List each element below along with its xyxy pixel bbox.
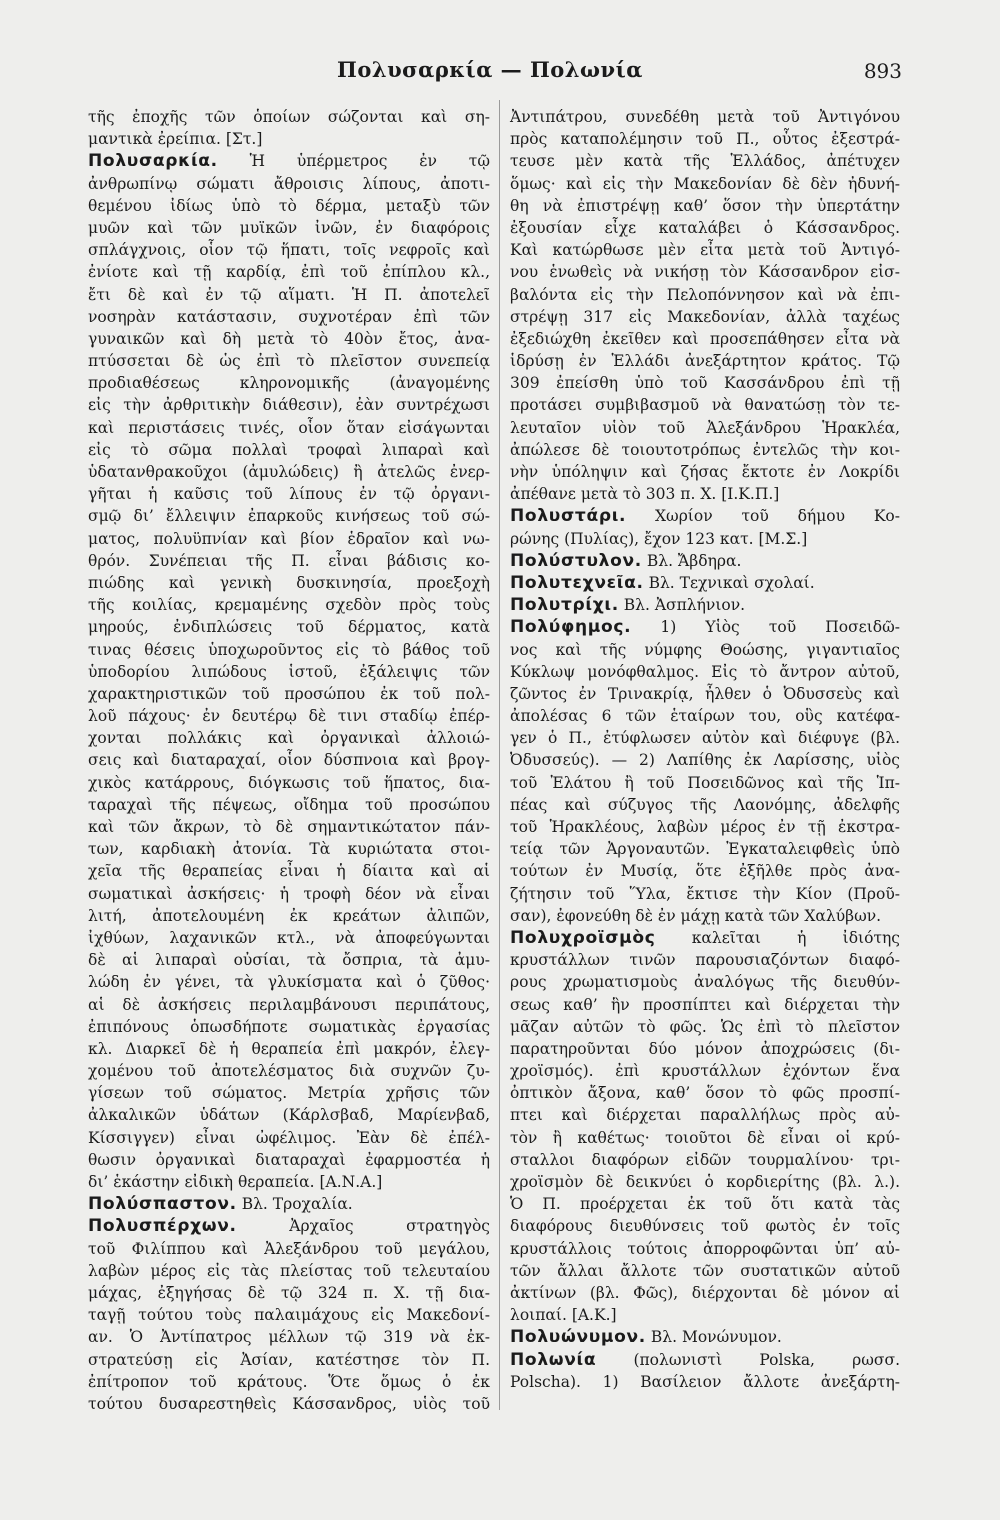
text-line bbox=[88, 1104, 490, 1126]
line-text: θη νὰ ἐπιστρέψῃ καθ’ ὅσον τὴν ὑπερτάτην bbox=[510, 196, 900, 215]
text-line bbox=[510, 927, 900, 949]
text-line bbox=[88, 1038, 490, 1060]
text-line bbox=[510, 306, 900, 328]
line-text: τινας θέσεις ὑποχωροῦντος εἰς τὸ βάθος τοῦ bbox=[88, 640, 490, 659]
line-text: ἀπολέσας 6 τῶν ἑταίρων του, οὓς κατέφα- bbox=[510, 707, 900, 726]
text-line bbox=[88, 1393, 490, 1415]
line-text: εἰς τὸ σῶμα πολλαὶ τροφαὶ λιπαραὶ καὶ bbox=[88, 440, 490, 459]
column-rule bbox=[499, 100, 500, 1410]
text-line bbox=[88, 1193, 490, 1215]
headword: Πολυστάρι. bbox=[510, 506, 627, 527]
line-text: ὀπτικὸν ἄξονα, καθ’ ὅσον τὸ φῶς προσπί- bbox=[510, 1084, 900, 1103]
line-text: πτει καὶ διέρχεται παραλλήλως πρὸς αὐ- bbox=[510, 1106, 900, 1125]
headword: Πολυτρίχι. bbox=[510, 595, 619, 616]
line-text: χονται πολλάκις καὶ ὀργανικαὶ ἀλλοιώ- bbox=[88, 729, 490, 748]
line-text: τῶν ἄλλαι ἄλλοτε τῶν συστατικῶν αὐτοῦ bbox=[510, 1261, 900, 1280]
text-line bbox=[510, 461, 900, 483]
line-text: νοσηρὰν κατάστασιν, συχνοτέραν ἐπὶ τῶν bbox=[88, 307, 490, 326]
line-text: Ἀρχαῖος στρατηγὸς bbox=[289, 1217, 490, 1236]
text-line bbox=[510, 1349, 900, 1371]
line-text: χροϊσμός). ἐπὶ κρυστάλλων ἐχόντων ἕνα bbox=[510, 1062, 900, 1081]
text-line bbox=[88, 683, 490, 705]
line-text: χεῖα τῆς θεραπείας εἶναι ἡ δίαιτα καὶ αἱ bbox=[88, 862, 490, 881]
text-line bbox=[510, 749, 900, 771]
text-line bbox=[88, 639, 490, 661]
line-text: σπλάγχνοις, οἷον τῷ ἥπατι, τοῖς νεφροῖς καὶ bbox=[88, 241, 490, 260]
headword: Πολύστυλον. bbox=[510, 550, 642, 571]
text-line bbox=[510, 1238, 900, 1260]
line-text: τοῦ Ἐλάτου ἢ τοῦ Ποσειδῶνος καὶ τῆς Ἱπ- bbox=[510, 773, 900, 792]
text-line bbox=[510, 106, 900, 128]
line-text: δὲ αἱ λιπαραὶ οὐσίαι, τὰ ὄσπρια, τὰ ἀμυ- bbox=[88, 951, 490, 970]
line-text: ταγῇ τούτου τοὺς παλαιμάχους εἰς Μακεδονί- bbox=[88, 1306, 490, 1325]
line-text: χροϊσμὸν δὲ δεικνύει ὁ κορδιερίτης (βλ. λ.). bbox=[510, 1173, 900, 1191]
text-line bbox=[510, 1371, 900, 1393]
text-line bbox=[88, 350, 490, 372]
line-text: Κύκλωψ μονόφθαλμος. Εἰς τὸ ἄντρον αὐτοῦ, bbox=[510, 662, 900, 681]
text-line bbox=[510, 905, 900, 927]
text-line bbox=[88, 1238, 490, 1260]
entry bbox=[510, 1349, 900, 1393]
line-text: αν. Ὁ Ἀντίπατρος μέλλων τῷ 319 νὰ ἐκ- bbox=[88, 1328, 490, 1347]
text-line bbox=[88, 195, 490, 217]
text-line bbox=[510, 816, 900, 838]
text-line bbox=[510, 971, 900, 993]
line-text: καὶ περιστάσεις τινές, οἷον ὅταν εἰσάγωνται bbox=[88, 418, 490, 437]
text-line bbox=[88, 1127, 490, 1149]
line-text: ἱδρύσῃ ἐν Ἑλλάδι ἀνεξάρτητον κράτος. Τῷ bbox=[510, 352, 900, 371]
line-text: ἀνθρωπίνῳ σώματι ἄθροισις λίπους, ἀποτι- bbox=[88, 174, 490, 193]
text-line bbox=[88, 772, 490, 794]
text-line bbox=[510, 1127, 900, 1149]
line-text: ἀπώλεσε δὲ τοιουτοτρόπως ἐντελῶς τὴν κοι- bbox=[510, 440, 900, 459]
line-text: εἰς τὴν ἀρθριτικὴν διάθεσιν), ἐὰν συντρέχωσι bbox=[88, 396, 490, 415]
entry bbox=[510, 550, 900, 572]
text-line bbox=[88, 1082, 490, 1104]
text-line bbox=[510, 772, 900, 794]
right-column bbox=[510, 106, 900, 1393]
text-line bbox=[510, 860, 900, 882]
text-line bbox=[88, 372, 490, 394]
line-text: ρους χρωματισμοὺς ἀναλόγως τῆς διευθύν- bbox=[510, 973, 900, 992]
text-line bbox=[510, 173, 900, 195]
text-line bbox=[510, 261, 900, 283]
entry bbox=[510, 505, 900, 549]
headword: Πολυσαρκία. bbox=[88, 151, 218, 172]
headword: Πολυώνυμον. bbox=[510, 1327, 646, 1348]
line-text: τούτων ἐν Μυσίᾳ, ὅτε ἐξῆλθε πρὸς ἀνα- bbox=[510, 862, 900, 881]
text-line bbox=[510, 994, 900, 1016]
text-line bbox=[510, 1326, 900, 1348]
text-line bbox=[88, 905, 490, 927]
line-text: Ἀντιπάτρου, συνεδέθη μετὰ τοῦ Ἀντιγόνου bbox=[510, 108, 900, 126]
text-line bbox=[510, 239, 900, 261]
line-text: 1) Υἱὸς τοῦ Ποσειδῶ- bbox=[660, 618, 900, 637]
text-line bbox=[88, 528, 490, 550]
text-line bbox=[88, 1282, 490, 1304]
line-text: σταλλοι διαφόρων εἰδῶν τουρμαλίνου· τρι- bbox=[510, 1150, 900, 1169]
text-line bbox=[88, 927, 490, 949]
line-text: στρατεύσῃ εἰς Ἀσίαν, κατέστησε τὸν Π. bbox=[88, 1350, 490, 1369]
line-text: νος καὶ τῆς νύμφης Θοώσης, γιγαντιαῖος bbox=[510, 640, 900, 659]
text-line bbox=[510, 195, 900, 217]
line-text: ρώνης (Πυλίας), ἔχον 123 κατ. [Μ.Σ.] bbox=[510, 529, 808, 548]
text-line bbox=[88, 1326, 490, 1348]
line-text: χαρακτηριστικῶν τοῦ προσώπου ἐκ τοῦ πολ- bbox=[88, 684, 490, 703]
entry bbox=[510, 927, 900, 1326]
text-line bbox=[88, 239, 490, 261]
line-text: μαντικὰ ἐρείπια. [Στ.] bbox=[88, 130, 263, 149]
line-text: καλεῖται ἡ ἰδιότης bbox=[691, 928, 900, 947]
line-text: μάχας, ἐξηγήσας δὲ τῷ 324 π. Χ. τῇ δια- bbox=[88, 1283, 490, 1302]
text-line bbox=[88, 417, 490, 439]
text-line bbox=[510, 1260, 900, 1282]
text-line bbox=[510, 439, 900, 461]
line-text: λοιπαί. [Α.Κ.] bbox=[510, 1306, 617, 1325]
text-line bbox=[510, 727, 900, 749]
line-text: πέας καὶ σύζυγος τῆς Λαονόμης, ἀδελφῆς bbox=[510, 795, 900, 814]
text-line bbox=[88, 106, 490, 128]
text-line bbox=[88, 261, 490, 283]
line-text: λευταῖον υἱὸν τοῦ Ἀλεξάνδρου Ἡρακλέα, bbox=[510, 418, 900, 437]
text-line bbox=[510, 1016, 900, 1038]
text-line bbox=[510, 1038, 900, 1060]
text-line bbox=[88, 1171, 490, 1193]
line-text: νου ἑνωθεὶς νὰ νικήσῃ τὸν Κάσσανδρον εἰσ- bbox=[510, 263, 900, 282]
line-text: ζήτησιν τοῦ Ὕλα, ἔκτισε τὴν Κίον (Προῦ- bbox=[510, 884, 900, 903]
text-line bbox=[510, 528, 900, 550]
text-line bbox=[88, 883, 490, 905]
line-text: ἀλκαλικῶν ὑδάτων (Κάρλσβαδ, Μαρίενβαδ, bbox=[88, 1106, 490, 1125]
line-text: Χωρίον τοῦ δήμου Κο- bbox=[655, 507, 900, 526]
line-text: τοῦ Ἡρακλέους, λαβὼν μέρος ἐν τῇ ἐκστρα- bbox=[510, 818, 900, 836]
text-line bbox=[88, 1304, 490, 1326]
text-line bbox=[510, 350, 900, 372]
text-line bbox=[510, 794, 900, 816]
line-text: Βλ. Ἄβδηρα. bbox=[646, 551, 742, 570]
line-text: κρυστάλλων τινῶν παρουσιαζόντων διαφό- bbox=[510, 951, 900, 970]
text-line bbox=[88, 284, 490, 306]
text-line bbox=[510, 949, 900, 971]
entry bbox=[510, 572, 900, 594]
text-line bbox=[88, 838, 490, 860]
line-text: ὑποδορίου λιπώδους ἱστοῦ, ἐξάλειψις τῶν bbox=[88, 662, 490, 681]
line-text: θρόν. Συνέπειαι τῆς Π. εἶναι βάδισις κο- bbox=[88, 551, 490, 570]
line-text: ἐξεδιώχθη ἐκεῖθεν καὶ προσεπάθησεν εἶτα νὰ bbox=[510, 329, 900, 348]
line-text: λοῦ πάχους· ἐν δευτέρῳ δὲ τινι σταδίῳ ἐπέρ- bbox=[88, 707, 490, 726]
text-line bbox=[510, 683, 900, 705]
text-line bbox=[510, 1193, 900, 1215]
line-text: ἀπέθανε μετὰ τὸ 303 π. Χ. [Ι.Κ.Π.] bbox=[510, 485, 780, 504]
text-line bbox=[510, 505, 900, 527]
text-line bbox=[510, 594, 900, 616]
line-text: σαν), ἐφονεύθη δὲ ἐν μάχῃ κατὰ τῶν Χαλύβων. bbox=[510, 906, 882, 925]
text-line bbox=[88, 749, 490, 771]
headword: Πολυσπέρχων. bbox=[88, 1216, 237, 1237]
text-line bbox=[510, 550, 900, 572]
headword: Πολωνία bbox=[510, 1349, 597, 1370]
line-text: σμῷ δι’ ἔλλειψιν ἐπαρκοῦς κινήσεως τοῦ σώ- bbox=[88, 507, 490, 526]
line-text: γίσεων τοῦ σώματος. Μετρία χρῆσις τῶν bbox=[88, 1084, 490, 1103]
line-text: τῆς κοιλίας, κρεμαμένης σχεδὸν πρὸς τοὺς bbox=[88, 596, 490, 615]
text-line bbox=[88, 394, 490, 416]
line-text: ταραχαὶ τῆς πέψεως, οἴδημα τοῦ προσώπου bbox=[88, 795, 490, 814]
line-text: χικὸς κατάρρους, διόγκωσις τοῦ ἥπατος, δια- bbox=[88, 773, 490, 792]
text-line bbox=[88, 1371, 490, 1393]
text-line bbox=[88, 794, 490, 816]
text-line bbox=[88, 860, 490, 882]
line-text: Βλ. Μονώνυμον. bbox=[650, 1328, 782, 1347]
entry bbox=[88, 150, 490, 1193]
text-line bbox=[510, 639, 900, 661]
line-text: κλ. Διαρκεῖ δὲ ἡ θεραπεία ἐπὶ μακρόν, ἐλεγ- bbox=[88, 1039, 490, 1058]
line-text: γεν ὁ Π., ἐτύφλωσεν αὐτὸν καὶ διέφυγε (βλ. bbox=[510, 729, 900, 748]
headword: Πολυτεχνεῖα. bbox=[510, 572, 644, 593]
line-text: θεμένου ἰδίως ὑπὸ τὸ δέρμα, μεταξὺ τῶν bbox=[88, 196, 490, 215]
headword: Πολύφημος. bbox=[510, 617, 632, 638]
line-text: Καὶ κατώρθωσε μὲν εἶτα μετὰ τοῦ Ἀντιγό- bbox=[510, 241, 900, 260]
text-line bbox=[510, 838, 900, 860]
line-text: ὑδατανθρακοῦχοι (ἀμυλώδεις) ἢ ἀτελῶς ἐνερ- bbox=[88, 463, 490, 481]
line-text: θωσιν ὀργανικαὶ διαταραχαὶ ἐφαρμοστέα ἡ bbox=[88, 1150, 490, 1169]
text-line bbox=[88, 616, 490, 638]
text-line bbox=[88, 594, 490, 616]
line-text: προδιαθέσεως κληρονομικῆς (ἀναγομένης bbox=[88, 374, 490, 393]
text-line bbox=[88, 306, 490, 328]
headword: Πολυχροϊσμὸς bbox=[510, 927, 656, 948]
line-text: σεις καὶ διαταραχαί, οἷον δύσπνοια καὶ βρογ- bbox=[88, 751, 490, 770]
text-line bbox=[88, 705, 490, 727]
line-text: καὶ τῶν ἄκρων, τὸ δὲ σημαντικώτατον πάν- bbox=[88, 818, 490, 836]
line-text: σωματικαὶ ἀσκήσεις· ἡ τροφὴ δέον νὰ εἶναι bbox=[88, 884, 490, 903]
line-text: μᾶζαν αὐτῶν τὸ φῶς. Ὡς ἐπὶ τὸ πλεῖστον bbox=[510, 1017, 900, 1036]
line-text: ἐνίοτε καὶ τῇ καρδίᾳ, ἐπὶ τοῦ ἐπίπλου κλ., bbox=[88, 263, 490, 282]
text-line bbox=[510, 1104, 900, 1126]
line-text: βαλόντα εἰς τὴν Πελοπόννησον καὶ νὰ ἐπι- bbox=[510, 285, 900, 304]
line-text: ἰχθύων, λαχανικῶν κτλ., νὰ ἀποφεύγωνται bbox=[88, 928, 490, 947]
text-line bbox=[510, 483, 900, 505]
line-text: τείᾳ τῶν Ἀργοναυτῶν. Ἐγκαταλειφθεὶς ὑπὸ bbox=[510, 840, 900, 859]
text-line bbox=[510, 394, 900, 416]
text-line bbox=[88, 994, 490, 1016]
text-line bbox=[510, 150, 900, 172]
text-line bbox=[510, 1060, 900, 1082]
line-text: προτάσει συμβιβασμοῦ νὰ θανατώσῃ τὸν τε- bbox=[510, 396, 900, 415]
text-line bbox=[510, 1171, 900, 1193]
text-line bbox=[88, 550, 490, 572]
line-text: ματος, πολυϋπνίαν καὶ βίον ἑδραῖον καὶ νω- bbox=[88, 529, 490, 548]
entry bbox=[88, 1215, 490, 1415]
line-text: παρατηροῦνται δύο μόνον ἀποχρώσεις (δι- bbox=[510, 1039, 900, 1058]
text-line bbox=[510, 128, 900, 150]
left-column bbox=[88, 106, 490, 1415]
page-number: 893 bbox=[863, 59, 902, 83]
line-text: λιτή, ἀποτελουμένη ἐκ κρεάτων ἀλιπῶν, bbox=[88, 906, 490, 925]
text-line bbox=[510, 616, 900, 638]
entry bbox=[510, 594, 900, 616]
line-text: ἀκτίνων (βλ. Φῶς), διέρχονται δὲ μόνον αἱ bbox=[510, 1283, 900, 1302]
headword: Πολύσπαστον. bbox=[88, 1194, 237, 1215]
line-text: αἱ δὲ ἀσκήσεις περιλαμβάνουσι περιπάτους, bbox=[88, 995, 490, 1014]
text-line bbox=[88, 173, 490, 195]
line-text: Βλ. Τεχνικαὶ σχολαί. bbox=[648, 573, 815, 592]
text-line bbox=[510, 883, 900, 905]
line-text: πιώδης καὶ γενικὴ δυσκινησία, προεξοχὴ bbox=[88, 573, 490, 592]
line-text: τούτου δυσαρεστηθεὶς Κάσσανδρος, υἱὸς τοῦ bbox=[88, 1394, 490, 1413]
text-line bbox=[88, 1149, 490, 1171]
line-text: ζῶντος ἐν Τρινακρίᾳ, ἦλθεν ὁ Ὀδυσσεὺς καὶ bbox=[510, 684, 900, 703]
text-line bbox=[88, 949, 490, 971]
line-text: Polscha). 1) Βασίλειον ἄλλοτε ἀνεξάρτη- bbox=[510, 1372, 900, 1391]
text-line bbox=[510, 1304, 900, 1326]
line-text: μηρούς, ἐνδιπλώσεις τοῦ δέρματος, κατὰ bbox=[88, 618, 490, 637]
line-text: τὸν ἢ καθέτως· τοιοῦτοι δὲ εἶναι οἱ κρύ- bbox=[510, 1128, 900, 1147]
text-line bbox=[88, 505, 490, 527]
text-line bbox=[88, 1260, 490, 1282]
text-line bbox=[88, 128, 490, 150]
text-line bbox=[510, 1282, 900, 1304]
text-line bbox=[88, 439, 490, 461]
text-line bbox=[88, 461, 490, 483]
text-line bbox=[510, 284, 900, 306]
line-text: (πολωνιστὶ Polska, ρωσσ. bbox=[633, 1350, 900, 1369]
line-text: Ὀδυσσεύς). — 2) Λαπίθης ἐκ Λαρίσσης, υἱὸς bbox=[510, 751, 900, 770]
line-text: ἔτι δὲ καὶ ἐν τῷ αἵματι. Ἡ Π. ἀποτελεῖ bbox=[88, 285, 490, 304]
line-text: ἐξουσίαν εἶχε καταλάβει ὁ Κάσσανδρος. bbox=[510, 218, 900, 237]
text-line bbox=[510, 1082, 900, 1104]
line-text: τοῦ Φιλίππου καὶ Ἀλεξάνδρου τοῦ μεγάλου, bbox=[88, 1239, 490, 1258]
line-text: μυῶν καὶ τῶν μυϊκῶν ἰνῶν, ἐν διαφόροις bbox=[88, 218, 490, 237]
line-text: διαφόρους διευθύνσεις τοῦ φωτὸς ἐν τοῖς bbox=[510, 1217, 900, 1236]
line-text: Ἡ ὑπέρμετρος ἐν τῷ bbox=[249, 152, 490, 171]
line-text: Κίσσιγγεν) εἶναι ὠφέλιμος. Ἐὰν δὲ ἐπέλ- bbox=[88, 1128, 490, 1147]
line-text: χομένου τοῦ ἀποτελέσματος διὰ συχνῶν ζυ- bbox=[88, 1062, 490, 1081]
line-text: κρυστάλλοις τούτοις ἀπορροφῶνται ὑπ’ αὐ- bbox=[510, 1239, 900, 1258]
entry bbox=[88, 1193, 490, 1215]
text-line bbox=[510, 217, 900, 239]
text-line bbox=[510, 417, 900, 439]
entry-continuation bbox=[88, 106, 490, 150]
text-line bbox=[88, 217, 490, 239]
text-line bbox=[88, 483, 490, 505]
text-line bbox=[88, 1060, 490, 1082]
line-text: λαβὼν μέρος εἰς τὰς πλείστας τοῦ τελευταίου bbox=[88, 1261, 490, 1280]
line-text: δι’ ἑκάστην εἰδικὴ θεραπεία. [Α.Ν.Α.] bbox=[88, 1173, 383, 1191]
text-line bbox=[510, 372, 900, 394]
text-line bbox=[88, 572, 490, 594]
line-text: των, καρδιακὴ ἀτονία. Τὰ κυριώτατα στοι- bbox=[88, 840, 490, 859]
line-text: τευσε μὲν κατὰ τῆς Ἑλλάδος, ἀπέτυχεν bbox=[510, 152, 900, 171]
line-text: Ὁ Π. προέρχεται ἐκ τοῦ ὅτι κατὰ τὰς bbox=[510, 1195, 900, 1214]
line-text: πρὸς καταπολέμησιν τοῦ Π., οὗτος ἐξεστρά- bbox=[510, 130, 900, 149]
line-text: γῆται ἡ καῦσις τοῦ λίπους ἐν τῷ ὀργανι- bbox=[88, 485, 490, 504]
text-line bbox=[88, 150, 490, 172]
text-line bbox=[510, 328, 900, 350]
line-text: ὅμως· καὶ εἰς τὴν Μακεδονίαν δὲ δὲν ἠδυνή- bbox=[510, 174, 900, 193]
line-text: σεως καθ’ ἣν προσπίπτει καὶ διέρχεται τὴν bbox=[510, 995, 900, 1014]
line-text: 309 ἐπείσθη ὑπὸ τοῦ Κασσάνδρου ἐπὶ τῇ bbox=[510, 374, 900, 393]
text-line bbox=[88, 661, 490, 683]
text-line bbox=[88, 816, 490, 838]
line-text: γυναικῶν καὶ δὴ μετὰ τὸ 40ὸν ἔτος, ἀνα- bbox=[88, 329, 490, 348]
line-text: ἐπιπόνους ὁπωσδήποτε σωματικὰς ἐργασίας bbox=[88, 1017, 490, 1036]
line-text: πτύσσεται δὲ ὡς ἐπὶ τὸ πλεῖστον συνεπείᾳ bbox=[88, 352, 490, 371]
text-line bbox=[88, 328, 490, 350]
line-text: νὴν ὑπόληψιν καὶ ζήσας ἔκτοτε ἐν Λοκρίδι bbox=[510, 463, 900, 481]
entry bbox=[510, 1326, 900, 1348]
text-line bbox=[88, 971, 490, 993]
line-text: ἐπίτροπον τοῦ κράτους. Ὅτε ὅμως ὁ ἐκ bbox=[88, 1372, 490, 1391]
text-line bbox=[88, 1215, 490, 1237]
text-line bbox=[88, 1016, 490, 1038]
text-line bbox=[88, 1349, 490, 1371]
line-text: τῆς ἐποχῆς τῶν ὁποίων σώζονται καὶ ση- bbox=[88, 108, 490, 126]
entry bbox=[510, 616, 900, 927]
entry-continuation bbox=[510, 106, 900, 505]
text-line bbox=[510, 705, 900, 727]
line-text: Βλ. Ἀσπλήνιον. bbox=[623, 596, 746, 615]
line-text: στρέψῃ 317 εἰς Μακεδονίαν, ἀλλὰ ταχέως bbox=[510, 307, 900, 326]
text-line bbox=[510, 661, 900, 683]
line-text: λώδη ἐν γένει, τὰ γλυκίσματα καὶ ὁ ζῦθος· bbox=[88, 973, 490, 992]
text-line bbox=[510, 1215, 900, 1237]
line-text: Βλ. Τροχαλία. bbox=[241, 1195, 353, 1214]
text-line bbox=[510, 1149, 900, 1171]
text-line bbox=[510, 572, 900, 594]
text-line bbox=[88, 727, 490, 749]
running-head: Πολυσαρκία — Πολωνία bbox=[337, 57, 643, 82]
